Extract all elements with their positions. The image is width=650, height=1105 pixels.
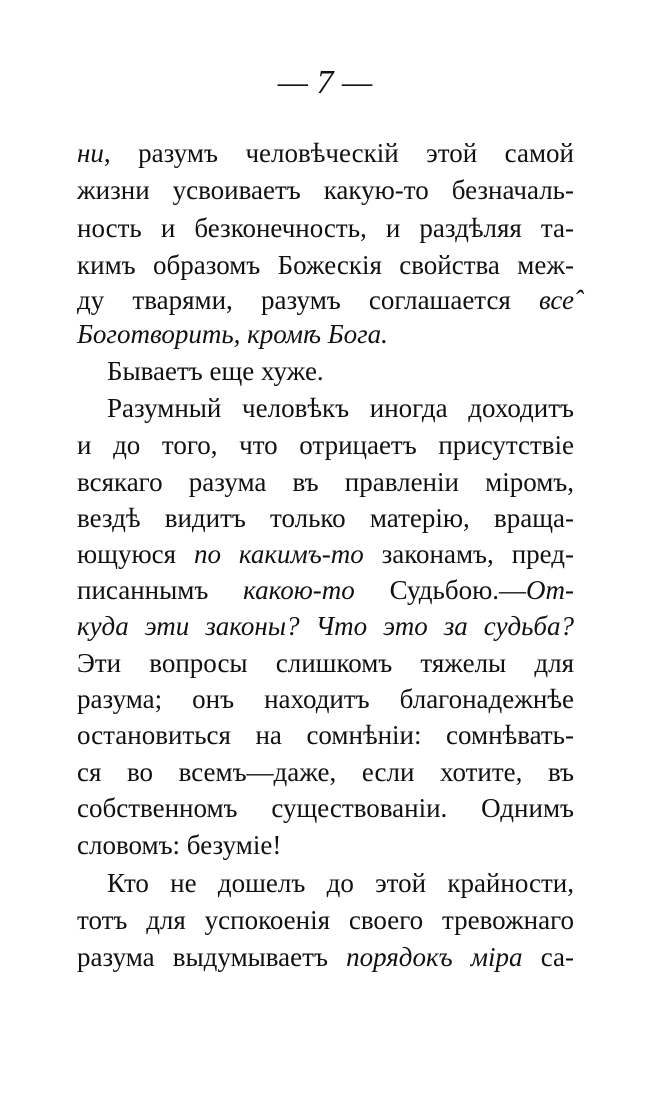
text-segment: , разумъ человѣческій этой самой <box>103 138 574 168</box>
text-line <box>77 316 574 352</box>
text-segment: словомъ: безуміе! <box>77 830 282 860</box>
text-segment: вездѣ видитъ только матерію, враща- <box>77 503 574 533</box>
text-line <box>77 681 574 717</box>
text-line <box>77 608 574 644</box>
text-line <box>77 645 574 681</box>
text-segment: Судьбою.— <box>354 575 526 605</box>
text-segment: ся во всемъ—даже, если хотите, въ <box>77 757 574 787</box>
italic-text: От- <box>526 575 574 605</box>
page-number: — 7 — <box>277 64 373 101</box>
text-segment: кимъ образомъ Божескія свойства меж- <box>77 250 574 280</box>
text-segment: остановиться на сомнѣніи: сомнѣвать- <box>77 720 574 750</box>
text-line <box>107 353 574 389</box>
text-segment: Эти вопросы слишкомъ тяжелы для <box>77 648 574 678</box>
text-line <box>77 282 574 318</box>
italic-text: Боготворить, кромѣ Бога. <box>77 319 388 349</box>
text-line <box>77 717 574 753</box>
text-line <box>77 247 574 283</box>
text-line <box>77 210 574 246</box>
text-line <box>77 790 574 826</box>
italic-text: куда эти законы? Что это за судьба? <box>77 611 574 641</box>
text-segment: Бываетъ еще хуже. <box>107 356 324 386</box>
text-segment: ность и безконечность, и раздѣляя та- <box>77 213 574 243</box>
italic-text: какою-то <box>243 575 355 605</box>
text-line <box>77 536 574 572</box>
italic-text: ни <box>77 138 104 168</box>
text-segment: писаннымъ <box>77 575 244 605</box>
text-line <box>77 135 574 171</box>
text-segment: са- <box>522 942 575 972</box>
text-line <box>77 754 574 790</box>
italic-text: по какимъ-то <box>193 539 364 569</box>
text-segment: ющуюся <box>77 539 194 569</box>
text-line <box>77 572 574 608</box>
text-line <box>77 464 574 500</box>
italic-text: порядокъ міра <box>346 942 523 972</box>
text-segment: собственномъ существованіи. Однимъ <box>77 793 574 823</box>
text-segment: Кто не дошелъ до этой крайности, <box>107 868 574 898</box>
text-segment: ду тварями, разумъ соглашается <box>77 285 540 315</box>
text-line <box>77 939 574 975</box>
text-segment: жизни усвоиваетъ какую-то безначаль- <box>77 175 574 205</box>
text-segment: Разумный человѣкъ иногда доходитъ <box>107 393 574 423</box>
text-segment: разума; онъ находитъ благонадежнѣе <box>77 684 574 714</box>
text-segment: всякаго разума въ правленіи міромъ, <box>77 467 574 497</box>
text-line <box>77 427 574 463</box>
text-line <box>107 390 574 426</box>
text-line <box>107 865 574 901</box>
italic-text: все̂ <box>539 285 574 315</box>
text-line <box>77 902 574 938</box>
text-segment: законамъ, пред- <box>363 539 574 569</box>
text-line <box>77 172 574 208</box>
text-line <box>77 500 574 536</box>
text-line <box>77 827 574 863</box>
text-segment: разума выдумываетъ <box>77 942 347 972</box>
text-segment: тотъ для успокоенія своего тревожнаго <box>77 905 574 935</box>
text-segment: и до того, что отрицаетъ присутствіе <box>77 430 574 460</box>
